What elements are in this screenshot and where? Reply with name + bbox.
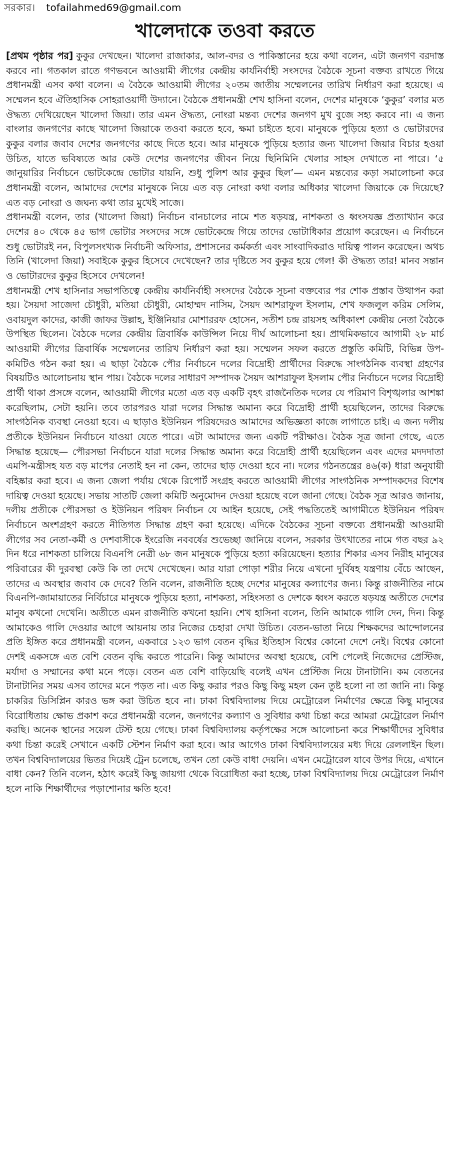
continuation-tag: [প্রথম পৃষ্ঠার পর] — [6, 51, 74, 62]
article-paragraph: প্রধানমন্ত্রী বলেন, তার (খালেদা জিয়া) নির্বাচন বানচালের নামে শত ষড়যন্ত্র, নাশকতা ও ধ্বংসযজ্ঞ প্রত্যাখ্যান করে দেশের ৪০ থেকে ৪৫ ভাগ ভোটার সংসদের সঙ্গে ভোটকেন্দ্রে গিয়ে তাদের ভোটাধিকার প্রয়োগ করেছেন। এ নির্বাচনে শুধু ভোটারই নন, বিপুলসংখ্যক নির্বাচনী অফিসার, প্রশাসনের কর্মকর্তা এবং সাংবাদিকরাও দায়িত্ব পালন করেছেন। অথচ তিনি (খালেদা জিয়া) সবাইকে কুকুর হিসেবে দেখেছেন? তার দৃষ্টিতে সব কুকুর হয়ে গেল! কী ঔদ্ধত্য তার! মানব সন্তান ও ভোটারদের কুকুর হিসেবে দেখলেন! — [6, 212, 444, 282]
article-body — [6, 50, 444, 1163]
headline: খালেদাকে তওবা করতে — [135, 20, 315, 42]
article-paragraph — [6, 50, 444, 211]
paragraph-text: কুকুর দেখছেন। খালেদা রাজাকার, আল-বদর ও পাকিস্তানের হয়ে কথা বলেন, এটা জনগণ বরদাস্ত করবে না। গতকাল রাতে গণভবনে আওয়ামী লীগের কেন্দ্রীয় কার্যনির্বাহী সংসদের বৈঠকে সূচনা বক্তব্য রাখতে গিয়ে প্রধানমন্ত্রী এসব কথা বলেন। এ বৈঠকে আওয়ামী লীগের ২০তম জাতীয় সম্মেলনের তারিখ নির্ধারণ করা হয়েছে। এ সম্মেলন হবে ঐতিহাসিক সোহরাওয়ার্দী উদ্যানে। বৈঠকে প্রধানমন্ত্রী শেখ হাসিনা বলেন, দেশের মানুষকে ‘কুকুর’ বলার মত ঔদ্ধত্য দেখিয়েছেন খালেদা জিয়া। তার এমন ঔদ্ধত্য, নোংরা মন্তব্য দেশের জনগণ মুখ বুজে সহ্য করবে না। এ জন্য বাংলার জনগণের কাছে খালেদা জিয়াকে তওবা করতে হবে, ক্ষমা চাইতে হবে। মানুষকে পুড়িয়ে হত্যা ও ভোটারদের কুকুর বলার জবাব দেশের জনগণের কাছে দিতে হবে। আর মানুষকে পুড়িয়ে হত্যার জন্য খালেদা জিয়ার বিচার হওয়া উচিত, যাতে ভবিষ্যতে আর কেউ দেশের জনগণের জীবন নিয়ে ছিনিমিনি খেলার সাহস দেখাতে না পারে। ‘৫ জানুয়ারির নির্বাচনে ভোটকেন্দ্রে ভোটার যায়নি, শুধু পুলিশ আর কুকুর ছিল’— এমন মন্তব্যের কড়া সমালোচনা করে প্রধানমন্ত্রী বলেন, আমাদের দেশের মানুষকে নিয়ে এত বড় নোংরা কথা বলার অধিকার খালেদা জিয়াকে কে দিয়েছে? এত বড় নোংরা ও জঘন্য কথা তার মুখেই সাজে। — [6, 51, 444, 209]
source-line — [4, 2, 446, 16]
source-label: সরকার। — [4, 3, 36, 14]
article-paragraph: প্রধানমন্ত্রী শেখ হাসিনার সভাপতিত্বে কেন্দ্রীয় কার্যনির্বাহী সংসদের বৈঠকে সূচনা বক্তব্যের পর শোক প্রস্তাব উত্থাপন করা হয়। সৈয়দা সাজেদা চৌধুরী, মতিয়া চৌধুরী, মোহাম্মদ নাসিম, সৈয়দ আশরাফুল ইসলাম, শেখ ফজলুল করিম সেলিম, ওবায়দুল কাদের, কাজী জাফর উল্লাহ, ইঞ্জিনিয়ার মোশাররফ হোসেন, সতীশ চন্দ্র রায়সহ অধিকাংশ কেন্দ্রীয় নেতা বৈঠকে উপস্থিত ছিলেন। বৈঠকে দলের কেন্দ্রীয় ত্রিবার্ষিক কাউন্সিল নিয়ে দীর্ঘ আলোচনা হয়। প্রাথমিকভাবে আগামী ২৮ মার্চ আওয়ামী লীগের ত্রিবার্ষিক সম্মেলনের তারিখ নির্ধারণ করা হয়। সম্মেলন সফল করতে প্রস্তুতি কমিটি, বিভিন্ন উপ-কমিটিও গঠন করা হয়। এ ছাড়া বৈঠকে পৌর নির্বাচনে দলের বিদ্রোহী প্রার্থীদের বিরুদ্ধে সাংগঠনিক ব্যবস্থা গ্রহণের বিষয়টিও আলোচনায় স্থান পায়। বৈঠকে দলের সাধারণ সম্পাদক সৈয়দ আশরাফুল ইসলাম পৌর নির্বাচনে দলের বিদ্রোহী প্রার্থী থাকা প্রসঙ্গে বলেন, আওয়ামী লীগের মতো এত বড় একটি বৃহৎ রাজনৈতিক দলের যে পরিমাণ বিশৃঙ্খলার আশঙ্কা করেছিলাম, সেটা হয়নি। তবে তারপরও যারা দলের সিদ্ধান্ত অমান্য করে বিদ্রোহী প্রার্থী হয়েছিলেন, তাদের বিরুদ্ধে সাংগঠনিক ব্যবস্থা নেওয়া হবে। এ ছাড়াও ইউনিয়ন পরিষদেরও আমাদের অভিজ্ঞতা কাজে লাগাতে চাই। এ জন্য দলীয় প্রতীকে ইউনিয়ন নির্বাচনে যাওয়া যেতে পারে। এটা আমাদের জন্য একটি পরীক্ষাও। বৈঠক সূত্র জানা গেছে, এতে সিদ্ধান্ত হয়েছে— পৌরসভা নির্বাচনে যারা দলের সিদ্ধান্ত অমান্য করে বিদ্রোহী প্রার্থী হয়েছিলেন এবং এদের মদদদাতা এমপি-মন্ত্রীসহ যত বড় মাপের নেতাই হন না কেন, তাদের ছাড় দেওয়া হবে না। দলের গঠনতন্ত্রের ৪৬(ক) ধারা অনুযায়ী বহিষ্কার করা হবে। এ জন্য জেলা পর্যায় থেকে রিপোর্ট সংগ্রহ করতে আওয়ামী লীগের সাংগঠনিক সম্পাদকদের বিশেষ দায়িত্ব দেওয়া হয়েছে। সভায় সাতটি জেলা কমিটি অনুমোদন দেওয়া হয়েছে বলে জানা গেছে। বৈঠক সূত্র আরও জানায়, দলীয় প্রতীকে পৌরসভা ও ইউনিয়ন পরিষদ নির্বাচন যে আইন হয়েছে, সেই পদ্ধতিতেই আগামীতে ইউনিয়ন পরিষদ নির্বাচনে অংশগ্রহণ করতে নীতিগত সিদ্ধান্ত গ্রহণ করা হয়েছে। এদিকে বৈঠকের সূচনা বক্তব্যে প্রধানমন্ত্রী আওয়ামী লীগের সব নেতা-কর্মী ও দেশবাসীকে ইংরেজি নববর্ষের শুভেচ্ছা জানিয়ে বলেন, সরকার উৎখাতের নামে গত বছর ৯২ দিন ধরে নাশকতা চালিয়ে বিএনপি নেত্রী ৬৮ জন মানুষকে পুড়িয়ে হত্যা করিয়েছেন। হত্যার শিকার এসব নিরীহ মানুষের পরিবারের কী দুরবস্থা কেউ কি তা দেখে দেখেছেন। আর যারা পোড়া শরীর নিয়ে এখনো দুর্বিষহ যন্ত্রণায় বেঁচে আছেন, তাদের এ অবস্থার জবাব কে দেবে? তিনি বলেন, রাজনীতি হচ্ছে দেশের মানুষের কল্যাণের জন্য। কিন্তু রাজনীতির নামে বিএনপি-জামায়াতের নির্বিচারে মানুষকে পুড়িয়ে হত্যা, নাশকতা, সহিংসতা ও দেশকে ধ্বংস করতে ষড়যন্ত্র অতীতে দেশের মানুষ কখনো দেখেনি। অতীতে এমন রাজনীতি কখনো হয়নি। শেখ হাসিনা বলেন, তিনি আমাকে গালি দেন, দিন। কিন্তু আমাকেও গালি দেওয়ার আগে আয়নায় তার নিজের চেহারা দেখা উচিত। বেতন-ভাতা নিয়ে শিক্ষকদের আন্দোলনের প্রতি ইঙ্গিত করে প্রধানমন্ত্রী বলেন, একবারে ১২৩ ভাগ বেতন বৃদ্ধির ইতিহাস বিশ্বের কোনো দেশে নেই। বিশ্বের কোনো দেশই একসঙ্গে এত বেশি বেতন বৃদ্ধি করতে পারেনি। কিন্তু আমাদের অবস্থা হয়েছে, বেশি পেলেই নিজেদের প্রেস্টিজ, মর্যাদা ও সম্মানের কথা মনে পড়ে। বেতন এত বেশি বাড়িয়েছি বলেই এখন প্রেস্টিজ নিয়ে টানাটানি। কম বেতনের টানাটানির সময় এসব তাদের মনে পড়ত না। এত কিছু করার পরও কিছু কিছু মহল কেন তুষ্ট হলো না তা জানি না। কিন্তু চাকরির ডিসিপ্লিন কারও ভঙ্গ করা উচিত হবে না। ঢাকা বিশ্ববিদ্যালয় দিয়ে মেট্রোরেল নির্মাণের ক্ষেত্রে কিছু মানুষের বিরোধিতায় ক্ষোভ প্রকাশ করে প্রধানমন্ত্রী বলেন, জনগণের কল্যাণ ও সুবিধার কথা চিন্তা করে আমরা মেট্রোরেল নির্মাণ করছি। অনেক স্থানের সয়েল টেস্ট হয়ে গেছে। ঢাকা বিশ্ববিদ্যালয় কর্তৃপক্ষের সঙ্গে আলোচনা করে শিক্ষার্থীদের সুবিধার কথা চিন্তা করেই সেখানে একটি স্টেশন নির্মাণ করা হবে। আর আগেও ঢাকা বিশ্ববিদ্যালয়ের মধ্য দিয়ে রেললাইন ছিল। তখন বিশ্ববিদ্যালয়ের ভিতর দিয়েই ট্রেন চলেছে, তখন তো কেউ বাধা দেয়নি। এখন মেট্রোরেল যাবে উপর দিয়ে, এখানে বাধা কেন? তিনি বলেন, হঠাৎ করেই কিছু জায়গা থেকে বিরোধিতা করা হচ্ছে, ঢাকা বিশ্ববিদ্যালয় দিয়ে মেট্রোরেল নির্মাণ হলে নাকি শিক্ষার্থীদের পড়াশোনার ক্ষতি হবে! — [6, 285, 444, 795]
email-address: tofailahmed69@gmail.com — [46, 3, 182, 14]
